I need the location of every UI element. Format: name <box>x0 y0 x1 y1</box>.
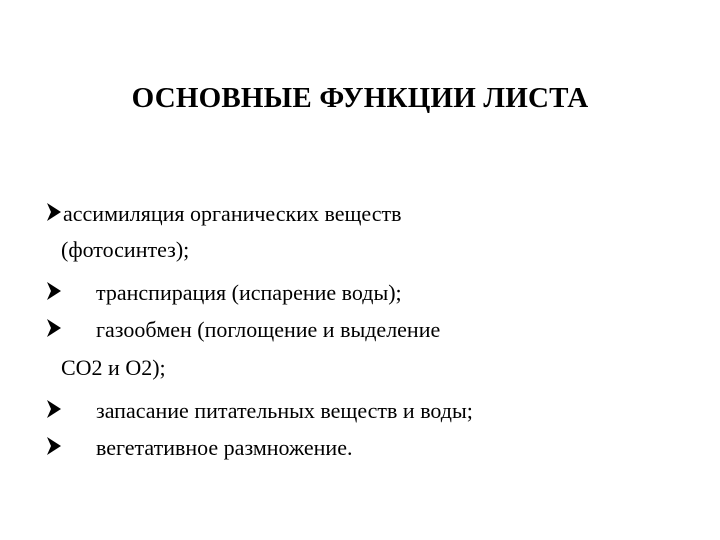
list-item-1-line-2: (фотосинтез); <box>61 237 190 262</box>
list-item-3-line-2: СО2 и О2); <box>61 355 166 380</box>
arrowhead-bullet-icon <box>47 319 61 337</box>
arrowhead-bullet-icon <box>47 282 61 300</box>
list-item-1-line-1: ассимиляция органических веществ <box>63 201 402 226</box>
list-item-5: вегетативное размножение. <box>96 435 353 460</box>
list-item-3-line-1: газообмен (поглощение и выделение <box>96 317 441 342</box>
list-item-2: транспирация (испарение воды); <box>96 280 402 305</box>
slide-title: ОСНОВНЫЕ ФУНКЦИИ ЛИСТА <box>131 82 589 114</box>
arrowhead-bullet-icon <box>47 203 61 221</box>
list-item-4: запасание питательных веществ и воды; <box>96 398 473 423</box>
arrowhead-bullet-icon <box>47 437 61 455</box>
arrowhead-bullet-icon <box>47 400 61 418</box>
